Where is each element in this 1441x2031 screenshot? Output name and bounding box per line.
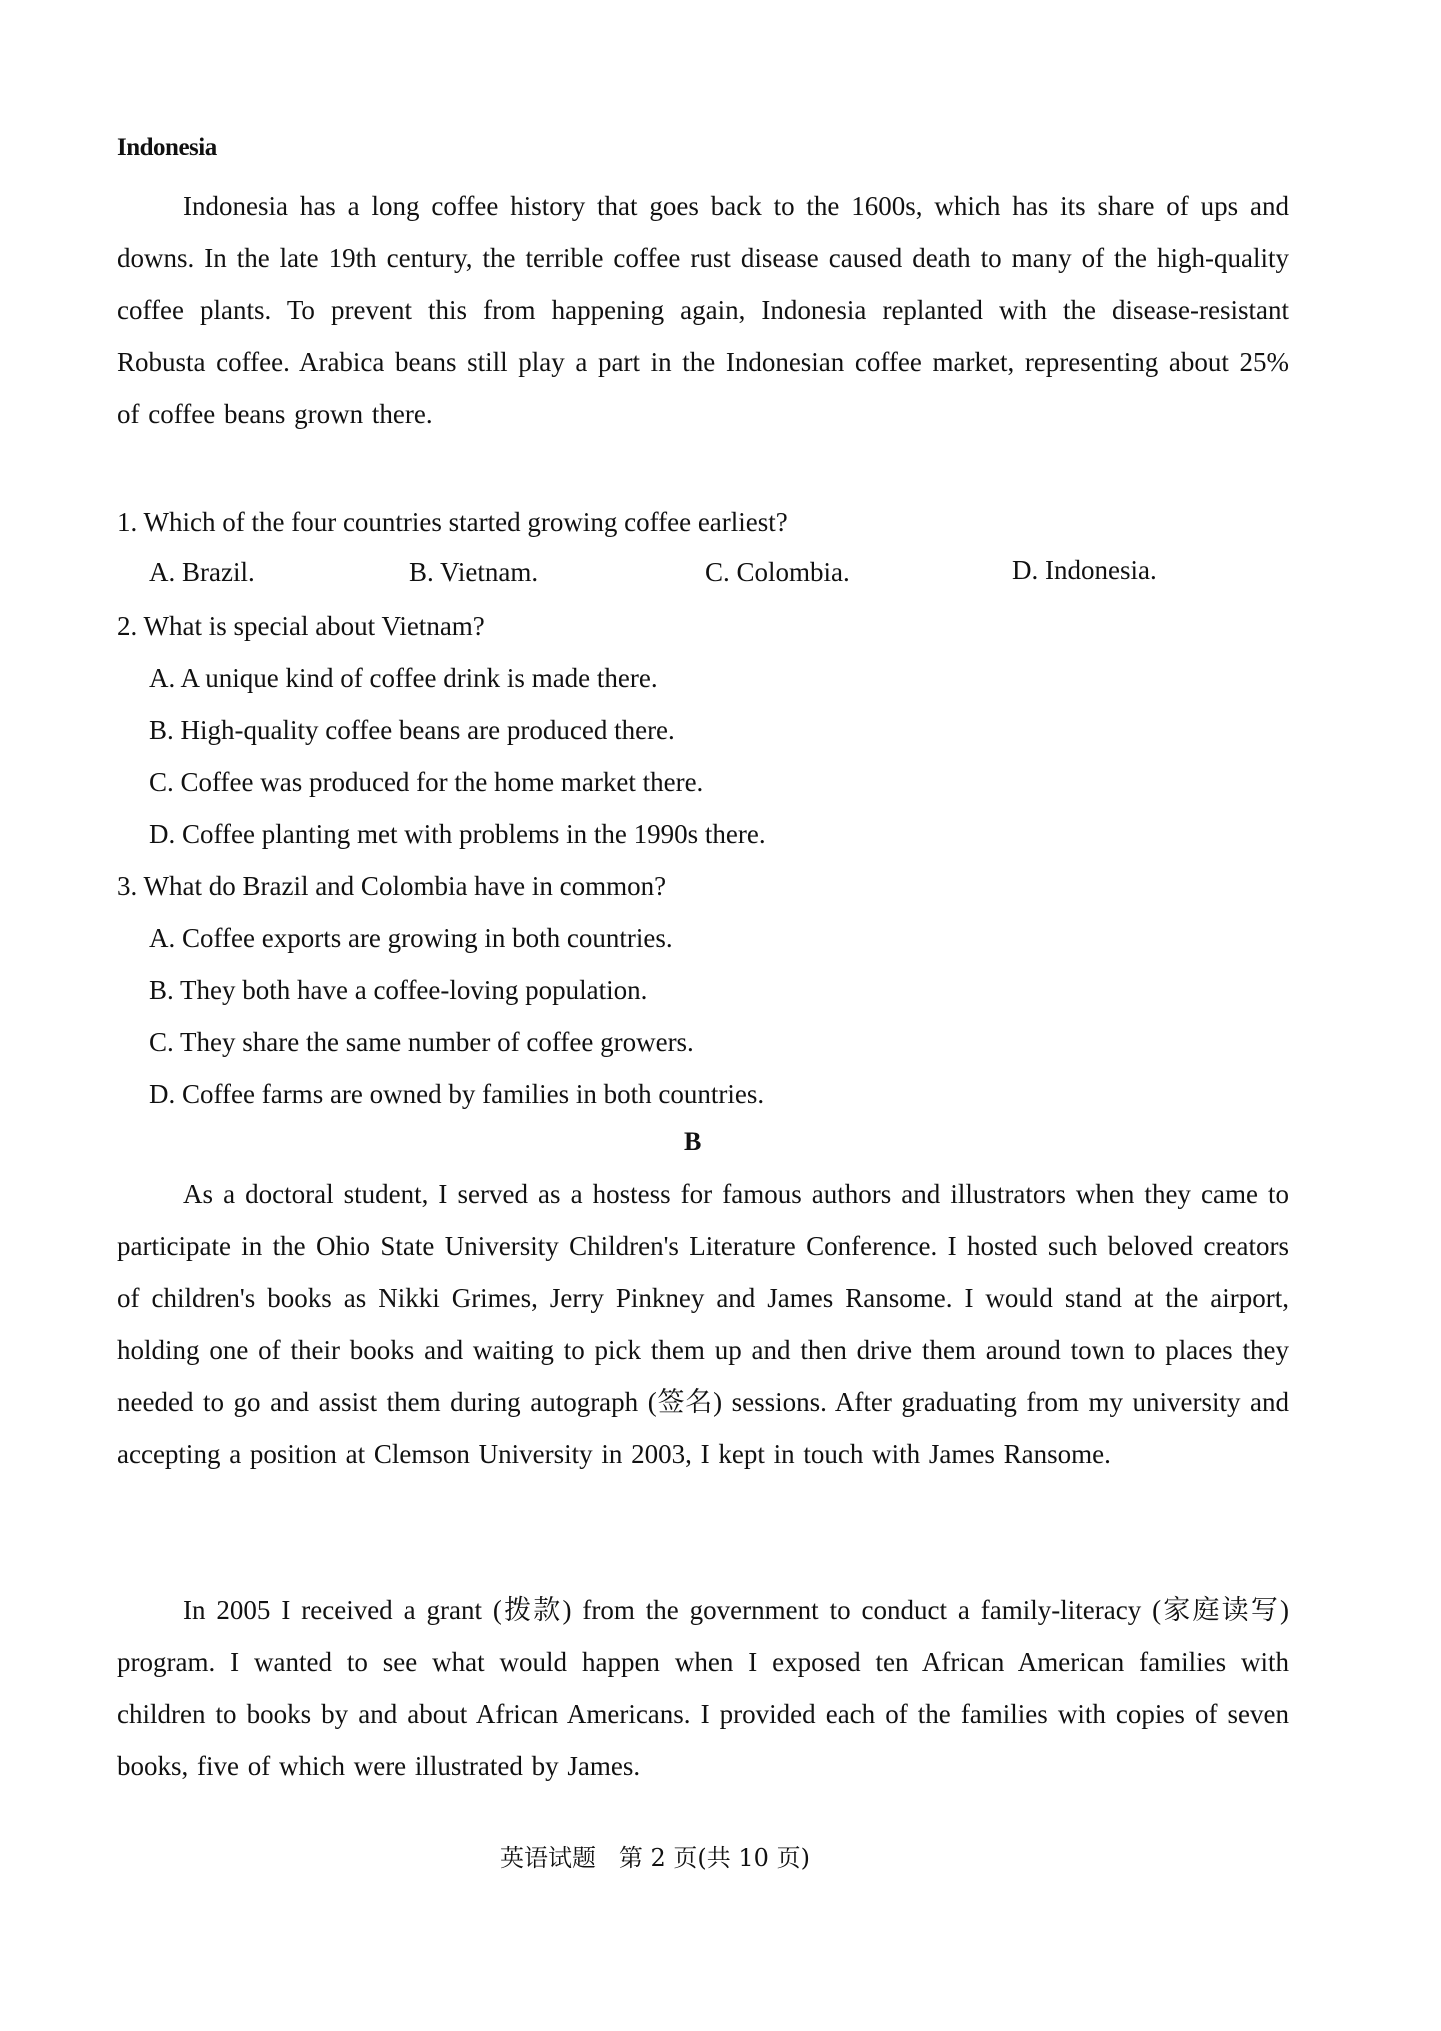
question-3-stem: 3. What do Brazil and Colombia have in common? [117,871,667,901]
question-2-stem: 2. What is special about Vietnam? [117,611,485,641]
section-letter-b: B [684,1127,702,1156]
section-heading-indonesia: Indonesia [117,134,217,161]
paragraph-indonesia: Indonesia has a long coffee history that goes back to the 1600s, which has its share of ups and downs. In the late 19th century, the terrible coffee rust disease caused death to many of the high-quality coffee plants. To prevent this from happening again, Indonesia replanted with the disease-resistant Robusta coffee. Arabica beans still play a part in the Indonesian coffee market, representing about 25% of coffee beans grown there. [117,191,1289,429]
paragraph-b-2: In 2005 I received a grant (拨款) from the government to conduct a family-literacy (家庭读写) program. I wanted to see what would happen when I exposed ten African American families with children to books by and about African Americans. I provided each of the families with copies of seven books, five of which were illustrated by James. [117,1595,1289,1781]
question-3-option-d: D. Coffee farms are owned by families in both countries. [149,1079,765,1109]
paragraph-b-1: As a doctoral student, I served as a hostess for famous authors and illustrators when they came to participate in the Ohio State University Children's Literature Conference. I hosted such beloved creators of children's books as Nikki Grimes, Jerry Pinkney and James Ransome. I would stand at the airport, holding one of their books and waiting to pick them up and then drive them around town to places they needed to go and assist them during autograph (签名) sessions. After graduating from my university and accepting a position at Clemson University in 2003, I kept in touch with James Ransome. [117,1179,1289,1469]
question-3-option-c: C. They share the same number of coffee growers. [149,1027,694,1057]
question-3-option-a: A. Coffee exports are growing in both countries. [149,923,673,953]
question-1-stem: 1. Which of the four countries started growing coffee earliest? [117,507,788,537]
question-2-option-a: A. A unique kind of coffee drink is made there. [149,663,658,693]
question-3-option-b: B. They both have a coffee-loving population. [149,975,648,1005]
question-1-option-c: C. Colombia. [705,557,850,587]
page-footer: 英语试题 第 2 页(共 10 页) [500,1844,810,1872]
question-2-option-d: D. Coffee planting met with problems in the 1990s there. [149,819,766,849]
question-2-option-b: B. High-quality coffee beans are produced there. [149,715,675,745]
question-1-option-a: A. Brazil. [149,557,255,587]
question-2-option-c: C. Coffee was produced for the home market there. [149,767,704,797]
question-1-option-b: B. Vietnam. [409,557,539,587]
question-1-option-d: D. Indonesia. [1012,555,1157,585]
